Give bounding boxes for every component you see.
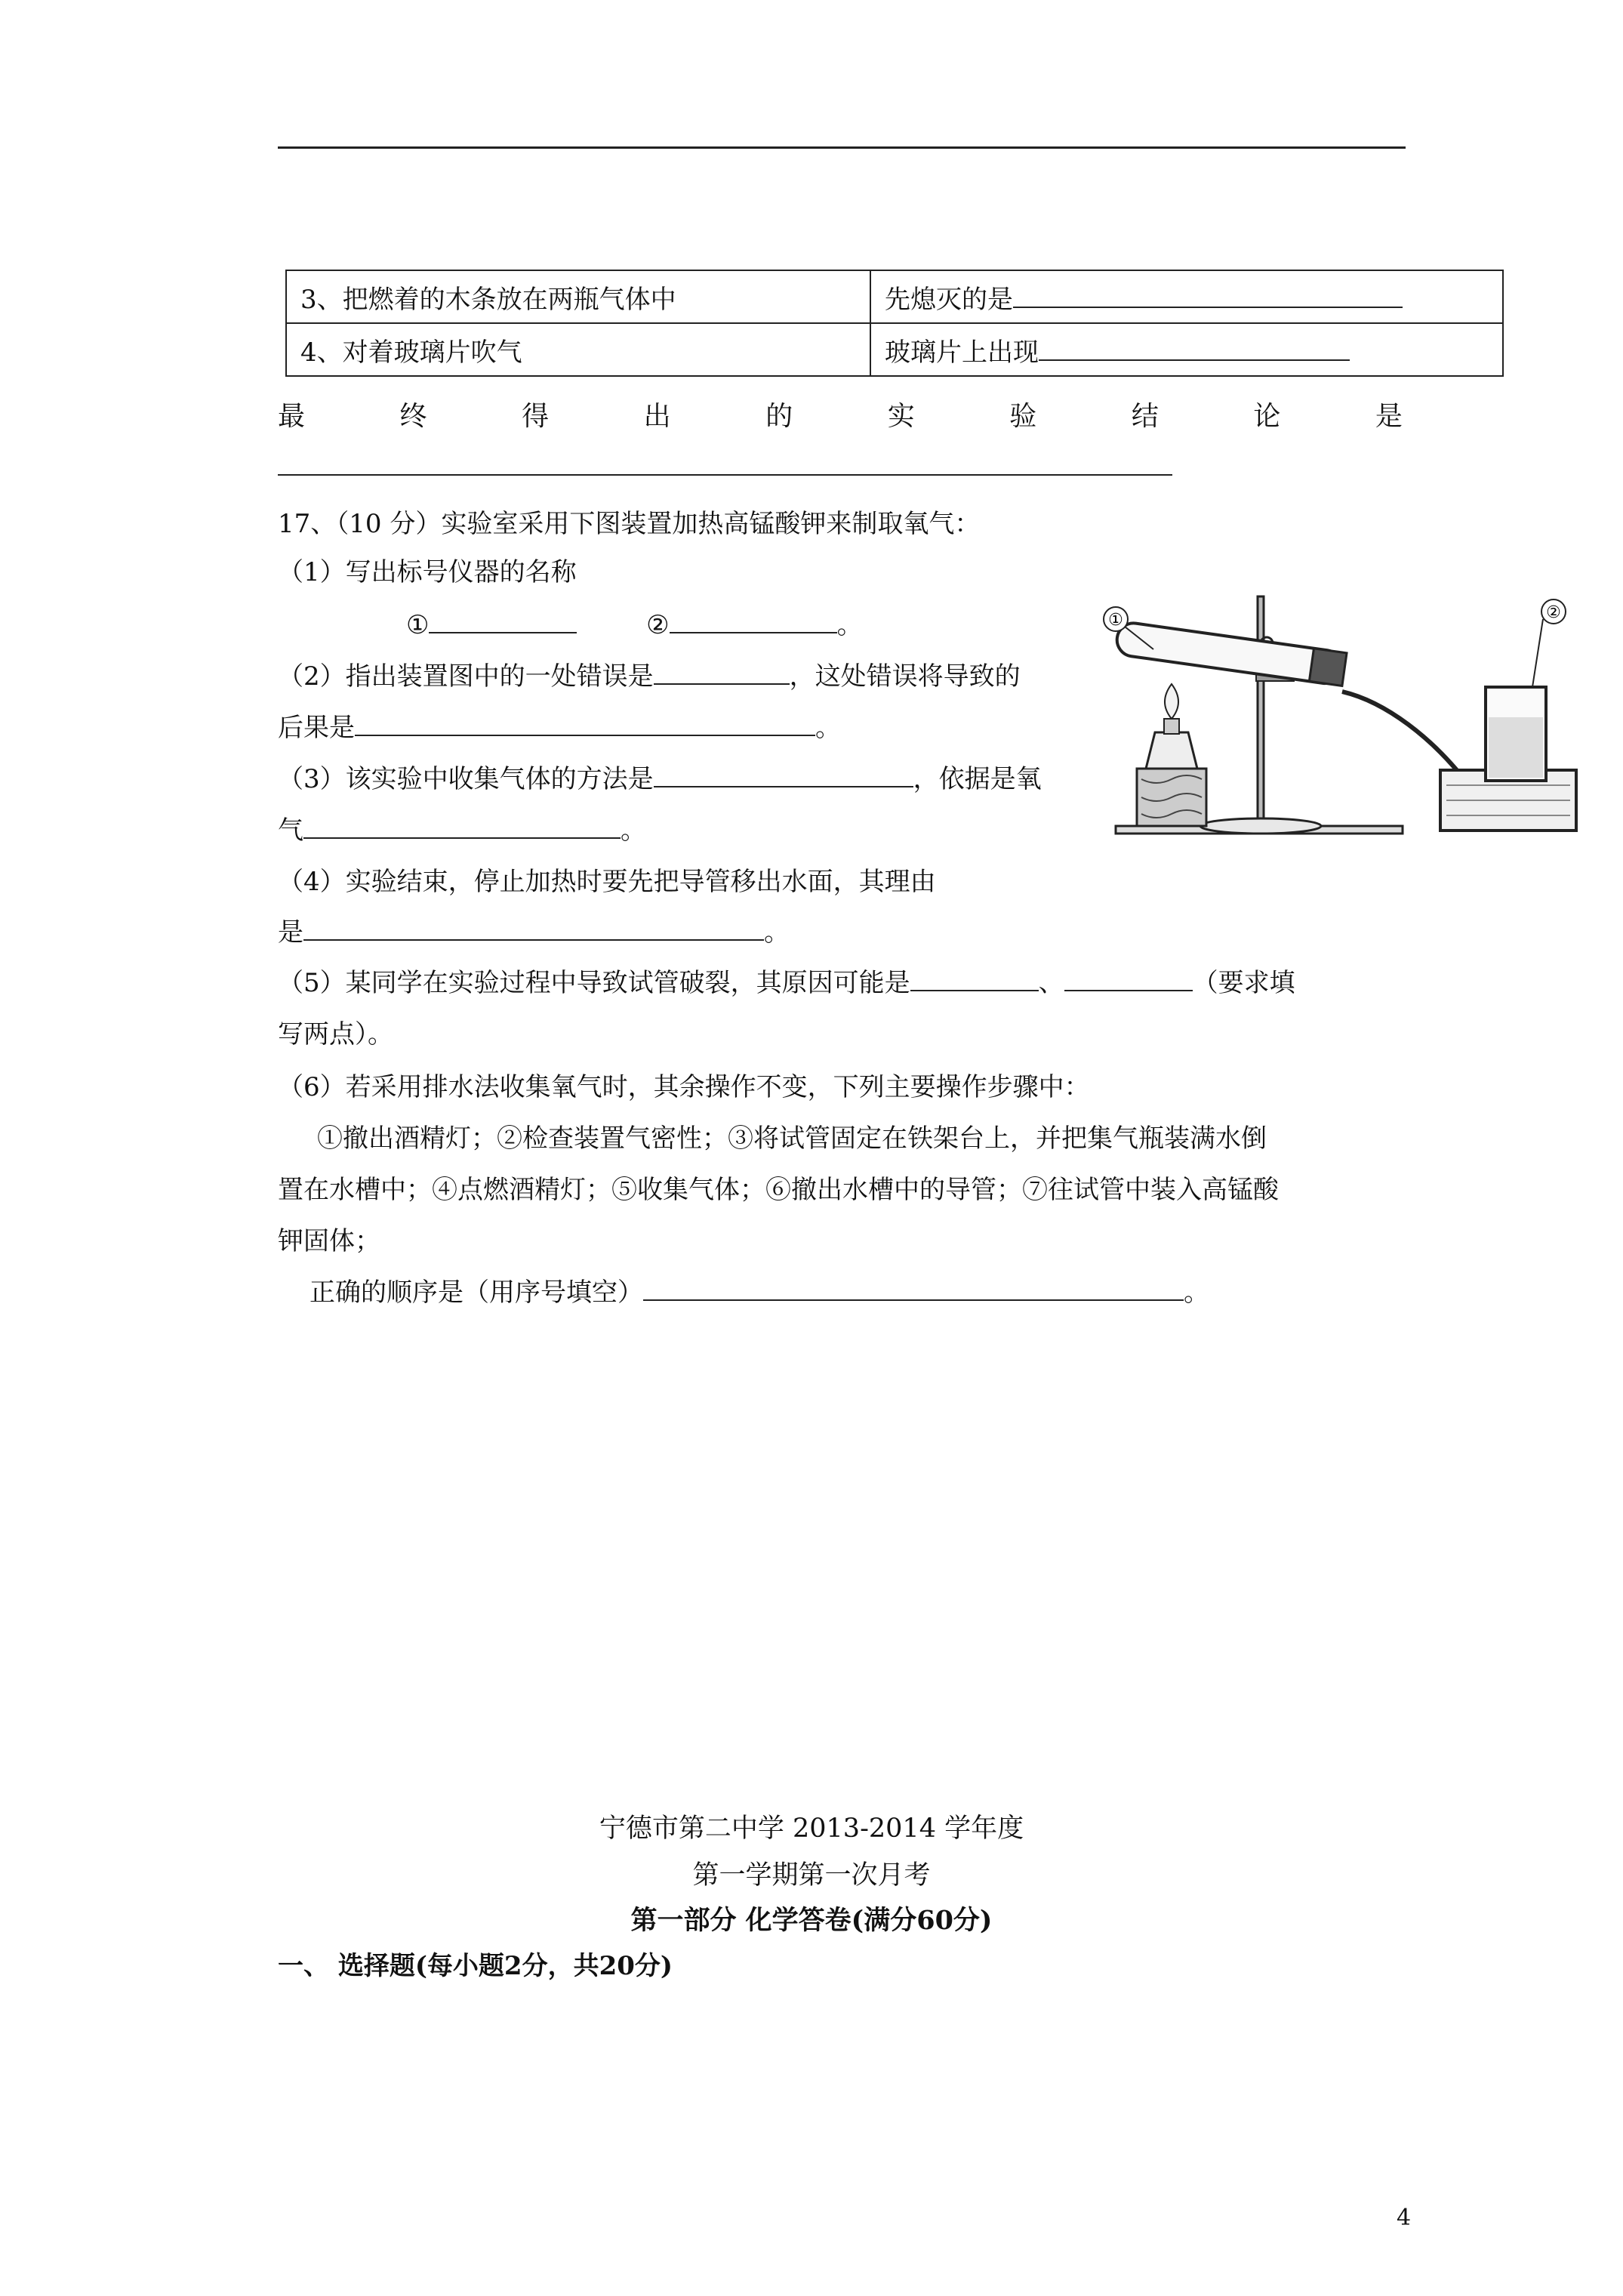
figure-label: ② [1546, 603, 1561, 622]
answer-blank[interactable] [1013, 281, 1403, 308]
table-cell: 玻璃片上出现 [870, 323, 1503, 376]
experiment-table [285, 270, 1504, 377]
table-cell: 先熄灭的是 [870, 270, 1503, 323]
answer-blank[interactable] [303, 914, 764, 941]
answer-blank[interactable] [643, 1274, 1184, 1301]
q17-part6-line4: 钾固体； [278, 1226, 380, 1256]
conclusion-char: 结 [1131, 401, 1159, 432]
answer-blank[interactable] [1064, 964, 1193, 991]
school-title: 宁德市第二中学 2013-2014 学年度 [599, 1814, 1024, 1844]
q17-part2-line1: （2）指出装置图中的一处错误是 ，这处错误将导致的 [278, 655, 1021, 692]
q17-part3-line2: 气 。 [278, 809, 646, 846]
q17-part5-line2: 写两点）。 [278, 1019, 393, 1049]
conclusion-char: 得 [522, 401, 550, 432]
answer-blank[interactable] [910, 964, 1039, 991]
conclusion-char: 论 [1253, 401, 1281, 432]
table-cell: 4、对着玻璃片吹气 [286, 323, 870, 376]
q17-part3-line1: （3）该实验中收集气体的方法是 ，依据是氧 [278, 758, 1042, 795]
conclusion-char: 是 [1375, 401, 1403, 432]
term-title: 第一学期第一次月考 [692, 1860, 931, 1891]
section-title: 一、 选择题(每小题2分，共20分) [278, 1951, 673, 1981]
conclusion-line [278, 395, 1403, 433]
q17-part1-blanks: ① ② 。 [406, 604, 863, 641]
answer-blank[interactable] [355, 709, 815, 736]
q17-part2-line2: 后果是 。 [278, 707, 841, 744]
answer-blank[interactable] [303, 812, 621, 839]
table-row [286, 270, 1503, 323]
q17-part5-line1: （5）某同学在实验过程中导致试管破裂，其原因可能是 、 （要求填 [278, 962, 1295, 999]
oxygen-apparatus-figure [1086, 581, 1584, 853]
table-row [286, 323, 1503, 376]
q17-part6-line5: 正确的顺序是（用序号填空） 。 [310, 1271, 1209, 1308]
conclusion-char: 验 [1009, 401, 1037, 432]
answer-blank[interactable] [1039, 334, 1350, 361]
conclusion-char: 终 [399, 401, 427, 432]
q17-part4-line2: 是 。 [278, 911, 790, 948]
answer-blank[interactable] [654, 760, 913, 787]
q17-part6-line2: ①撤出酒精灯；②检查装置气密性；③将试管固定在铁架台上，并把集气瓶装满水倒 [317, 1123, 1267, 1154]
part-title: 第一部分 化学答卷(满分60分) [630, 1905, 993, 1936]
table-cell: 3、把燃着的木条放在两瓶气体中 [286, 270, 870, 323]
answer-blank[interactable] [429, 606, 577, 633]
conclusion-char: 实 [887, 401, 915, 432]
conclusion-answer-blank[interactable] [278, 474, 1172, 476]
conclusion-char: 出 [643, 401, 671, 432]
header-rule [278, 146, 1406, 149]
answer-blank[interactable] [654, 658, 790, 685]
figure-label: ① [1108, 611, 1123, 630]
q17-part6-line1: （6）若采用排水法收集氧气时，其余操作不变，下列主要操作步骤中： [278, 1072, 1090, 1102]
q17-part6-line3: 置在水槽中；④点燃酒精灯；⑤收集气体；⑥撤出水槽中的导管；⑦往试管中装入高锰酸 [278, 1175, 1279, 1205]
conclusion-char: 最 [278, 401, 306, 432]
q17-part1: （1）写出标号仪器的名称 [278, 557, 577, 587]
answer-blank[interactable] [670, 606, 837, 633]
q17-part4-line1: （4）实验结束，停止加热时要先把导管移出水面，其理由 [278, 867, 936, 897]
conclusion-char: 的 [765, 401, 793, 432]
q17-title: 17、（10 分）实验室采用下图装置加热高锰酸钾来制取氧气： [278, 509, 981, 539]
page-number: 4 [1397, 2205, 1412, 2231]
